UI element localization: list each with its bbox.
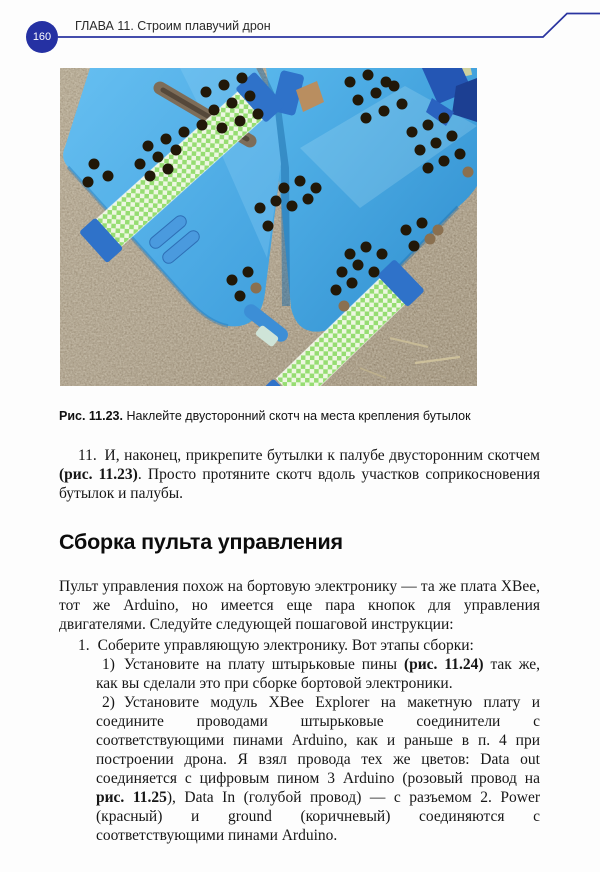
chapter-title: ГЛАВА 11. Строим плавучий дрон — [75, 19, 271, 33]
list-item-1 — [59, 636, 540, 655]
ordered-list — [59, 636, 540, 845]
photo-illustration — [60, 68, 477, 386]
list-item-text: Соберите управляющую электронику. Вот этапы сборки: — [97, 637, 474, 654]
paragraph-step-11: 11. И, наконец, прикрепите бутылки к палубе двусторонним скотчем (рис. 11.23). Просто протяните скотч вдоль участков соприкосновения бутылок и палубы. — [59, 447, 540, 502]
caption-text: Наклейте двусторонний скотч на места крепления бутылок — [126, 409, 471, 423]
step-number: 2) — [102, 694, 115, 711]
list-item-number: 1. — [78, 637, 90, 654]
step-item-2 — [96, 693, 540, 845]
caption-label: Рис. 11.23. — [59, 409, 123, 423]
paragraph-intro: Пульт управления похож на бортовую электронику — та же плата XBee, тот же Arduino, но имеется еще пара кнопок для управления двигателями. Следуйте следующей пошаговой инструкции: — [59, 578, 540, 633]
step-text: Установите на плату штырьковые пины (рис. 11.24) так же, как вы сделали это при сборке бортовой электроники. — [96, 656, 540, 692]
section-heading: Сборка пульта управления — [59, 530, 343, 554]
figure-photo — [60, 68, 477, 386]
figure-caption — [59, 408, 540, 424]
step-number: 1) — [102, 656, 115, 673]
page-number-badge: 160 — [26, 21, 58, 53]
step-text: Установите модуль XBee Explorer на макетную плату и соедините проводами штырьковые соединители с соответствующими пинами Arduino, как и раньше в п. 4 при построении дрона. Я взял провода тех же цветов: Data out соединяется с цифровым пином 3 Arduino (розовый провод на рис. 11.25), Data In (голубой провод) — с разъемом 2. Power (красный) и ground (коричневый) соединяются с соответствующими пинами Arduino. — [96, 694, 540, 844]
step-item-1 — [96, 655, 540, 693]
